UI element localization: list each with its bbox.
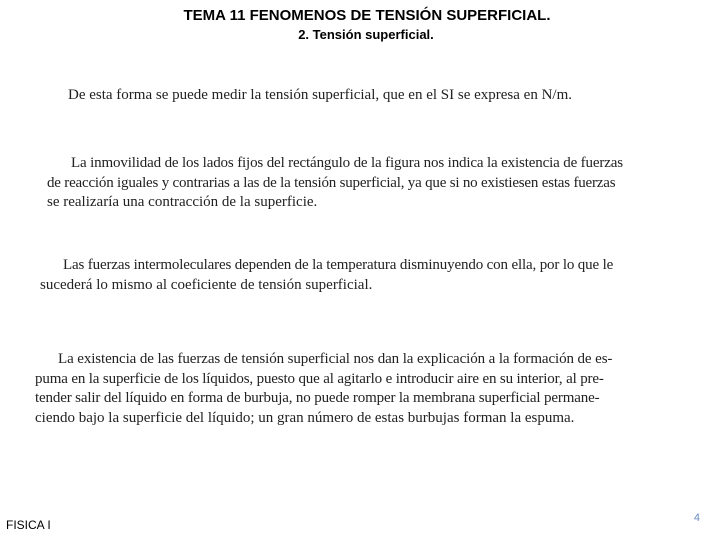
paragraph-temperature <box>40 256 700 295</box>
paragraph-line: ciendo bajo la superficie del líquido; un gran número de estas burbujas forman la espuma. <box>35 409 575 426</box>
paragraph-units <box>68 86 572 106</box>
paragraph-line: De esta forma se puede medir la tensión superficial, que en el SI se expresa en N/m. <box>68 87 572 103</box>
page-title: TEMA 11 FENOMENOS DE TENSIÓN SUPERFICIAL. <box>183 7 551 24</box>
paragraph-line: tender salir del líquido en forma de burbuja, no puede romper la membrana superficial permane- <box>35 390 600 406</box>
paragraph-line: sucederá lo mismo al coeficiente de tensión superficial. <box>40 276 373 293</box>
paragraph-line: se realizaría una contracción de la superficie. <box>47 194 318 210</box>
paragraph-line: La inmovilidad de los lados fijos del rectángulo de la figura nos indica la existencia de fuerzas <box>71 155 623 171</box>
paragraph-foam <box>35 350 700 428</box>
paragraph-line: Las fuerzas intermoleculares dependen de la temperatura disminuyendo con ella, por lo que le <box>63 257 614 273</box>
paragraph-line: de reacción iguales y contrarias a las de la tensión superficial, ya que si no existiesen estas fuerzas <box>47 174 616 191</box>
section-subtitle: 2. Tensión superficial. <box>298 27 434 42</box>
paragraph-line: puma en la superficie de los líquidos, puesto que al agitarlo e introducir aire en su interior, al pre- <box>35 370 604 387</box>
paragraph-reaction-forces <box>47 154 707 213</box>
page-number: 4 <box>693 512 700 524</box>
course-footer: FISICA I <box>6 518 51 532</box>
paragraph-line: La existencia de las fuerzas de tensión superficial nos dan la explicación a la formación de es- <box>58 351 613 367</box>
